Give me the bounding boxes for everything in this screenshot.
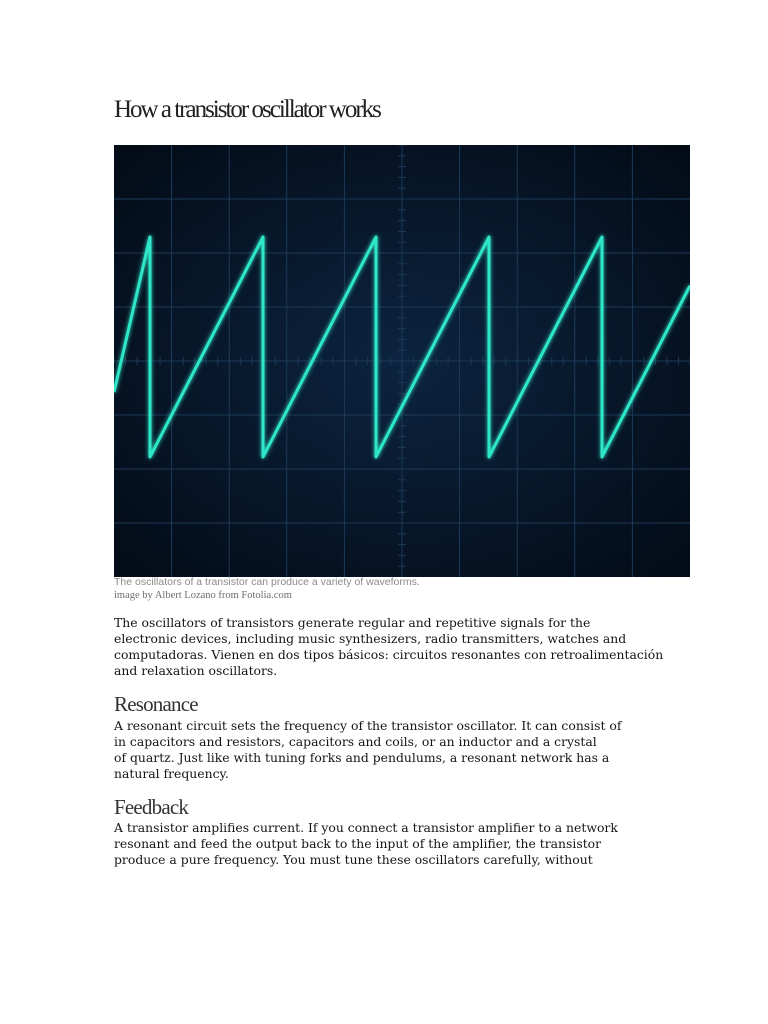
section-heading-resonance: Resonance [114,692,198,716]
paragraph-line: of quartz. Just like with tuning forks and pendulums, a resonant network has a [114,750,610,765]
paragraph-line: and relaxation oscillators. [114,663,278,678]
image-credit: image by Albert Lozano from Fotolia.com [114,590,292,601]
paragraph-line: A transistor amplifies current. If you connect a transistor amplifier to a network [114,820,618,835]
caption-text: The oscillators of a transistor can produce a variety of waveforms. [114,576,420,588]
paragraph-line: natural frequency. [114,766,229,781]
resonance-paragraph [114,718,621,782]
paragraph-line: produce a pure frequency. You must tune these oscillators carefully, without [114,852,593,867]
feedback-paragraph [114,820,618,868]
section-heading-feedback: Feedback [114,795,189,819]
paragraph-line: electronic devices, including music synthesizers, radio transmitters, watches and [114,631,627,646]
paragraph-line: in capacitors and resistors, capacitors and coils, or an inductor and a crystal [114,734,597,749]
figure-caption [114,576,694,602]
intro-paragraph [114,615,663,679]
paragraph-line: computadoras. Vienen en dos tipos básicos: circuitos resonantes con retroalimentación [114,647,664,662]
page-title: How a transistor oscillator works [114,96,380,123]
paragraph-line: A resonant circuit sets the frequency of the transistor oscillator. It can consist of [114,718,622,733]
oscilloscope-image [114,145,690,577]
paragraph-line: resonant and feed the output back to the input of the amplifier, the transistor [114,836,602,851]
paragraph-line: The oscillators of transistors generate regular and repetitive signals for the [114,615,591,630]
sawtooth-waveform-graphic [114,145,690,577]
